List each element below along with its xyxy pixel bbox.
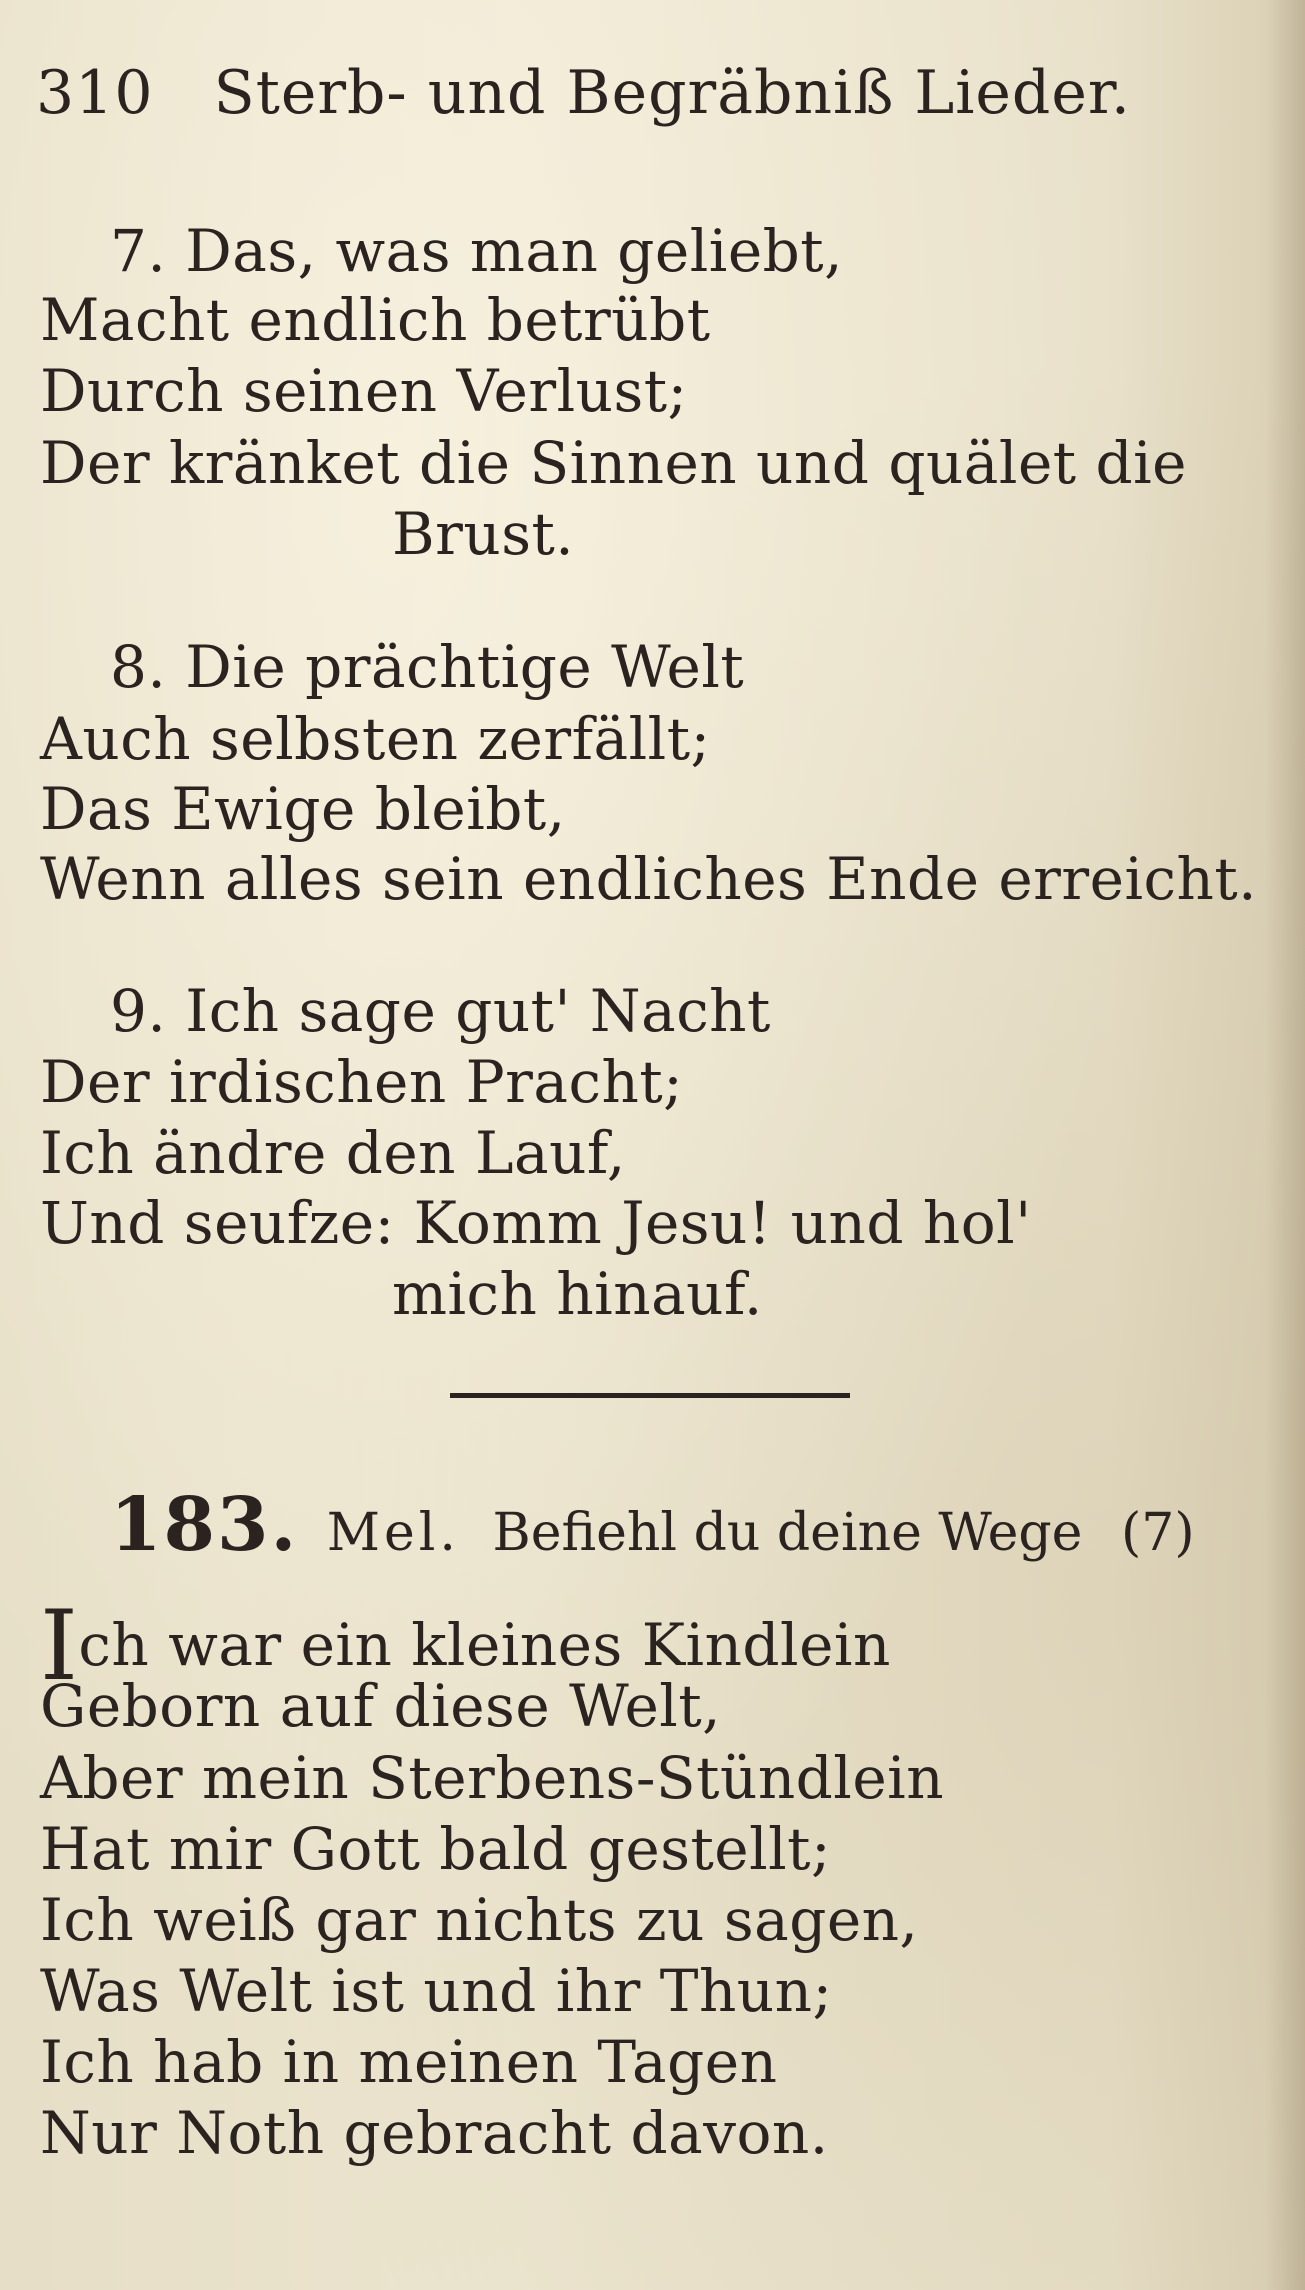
verse-text: Ich sage gut' Nacht <box>185 977 771 1045</box>
melody-label: Mel. <box>326 1503 460 1563</box>
section-divider <box>450 1393 850 1398</box>
verse-8-line-2: Auch selbsten zerfällt; <box>40 705 711 773</box>
verse-7-line-3: Durch seinen Verlust; <box>40 357 688 425</box>
verse-8-line-3: Das Ewige bleibt, <box>40 775 566 843</box>
hymn-line-3: Aber mein Sterbens-Stündlein <box>40 1744 945 1812</box>
hymn-line-8: Nur Noth gebracht davon. <box>40 2099 829 2167</box>
hymn-first-line-text: ch war ein kleines Kindlein <box>78 1611 891 1679</box>
verse-9-line-4: Und seufze: Komm Jesu! und hol' <box>40 1189 1032 1257</box>
verse-7-line-1 <box>110 217 844 285</box>
verse-8-line-4: Wenn alles sein endliches Ende erreicht. <box>40 845 1258 913</box>
verse-number: 7. <box>110 217 167 285</box>
page-edge-shadow <box>1265 0 1305 2290</box>
hymn-line-2: Geborn auf diese Welt, <box>40 1672 722 1740</box>
verse-text: Das, was man geliebt, <box>185 217 844 285</box>
hymn-line-6: Was Welt ist und ihr Thun; <box>40 1957 833 2025</box>
running-header <box>36 58 1131 128</box>
verse-9-line-2: Der irdischen Pracht; <box>40 1048 684 1116</box>
verse-number: 8. <box>110 633 167 701</box>
verse-9-line-5: mich hinauf. <box>392 1260 763 1328</box>
verse-number: 9. <box>110 977 167 1045</box>
hymn-header <box>110 1482 1195 1568</box>
verse-7-line-4: Der kränket die Sinnen und quälet die <box>40 429 1188 497</box>
verse-9-line-1 <box>110 977 771 1045</box>
hymn-number: 183. <box>110 1482 299 1568</box>
melody-reference: (7) <box>1120 1503 1195 1563</box>
melody-tune: Befiehl du deine Wege <box>492 1503 1083 1563</box>
running-title: Sterb- und Begräbniß Lieder. <box>213 58 1132 128</box>
drop-cap: I <box>40 1590 79 1702</box>
hymn-line-4: Hat mir Gott bald gestellt; <box>40 1815 832 1883</box>
verse-7-line-5: Brust. <box>392 500 575 568</box>
hymn-line-5: Ich weiß gar nichts zu sagen, <box>40 1886 919 1954</box>
verse-8-line-1 <box>110 633 745 701</box>
verse-7-line-2: Macht endlich betrübt <box>40 286 711 354</box>
hymn-line-7: Ich hab in meinen Tagen <box>40 2028 778 2096</box>
verse-9-line-3: Ich ändre den Lauf, <box>40 1119 626 1187</box>
verse-text: Die prächtige Welt <box>185 633 745 701</box>
page-number: 310 <box>36 58 154 128</box>
